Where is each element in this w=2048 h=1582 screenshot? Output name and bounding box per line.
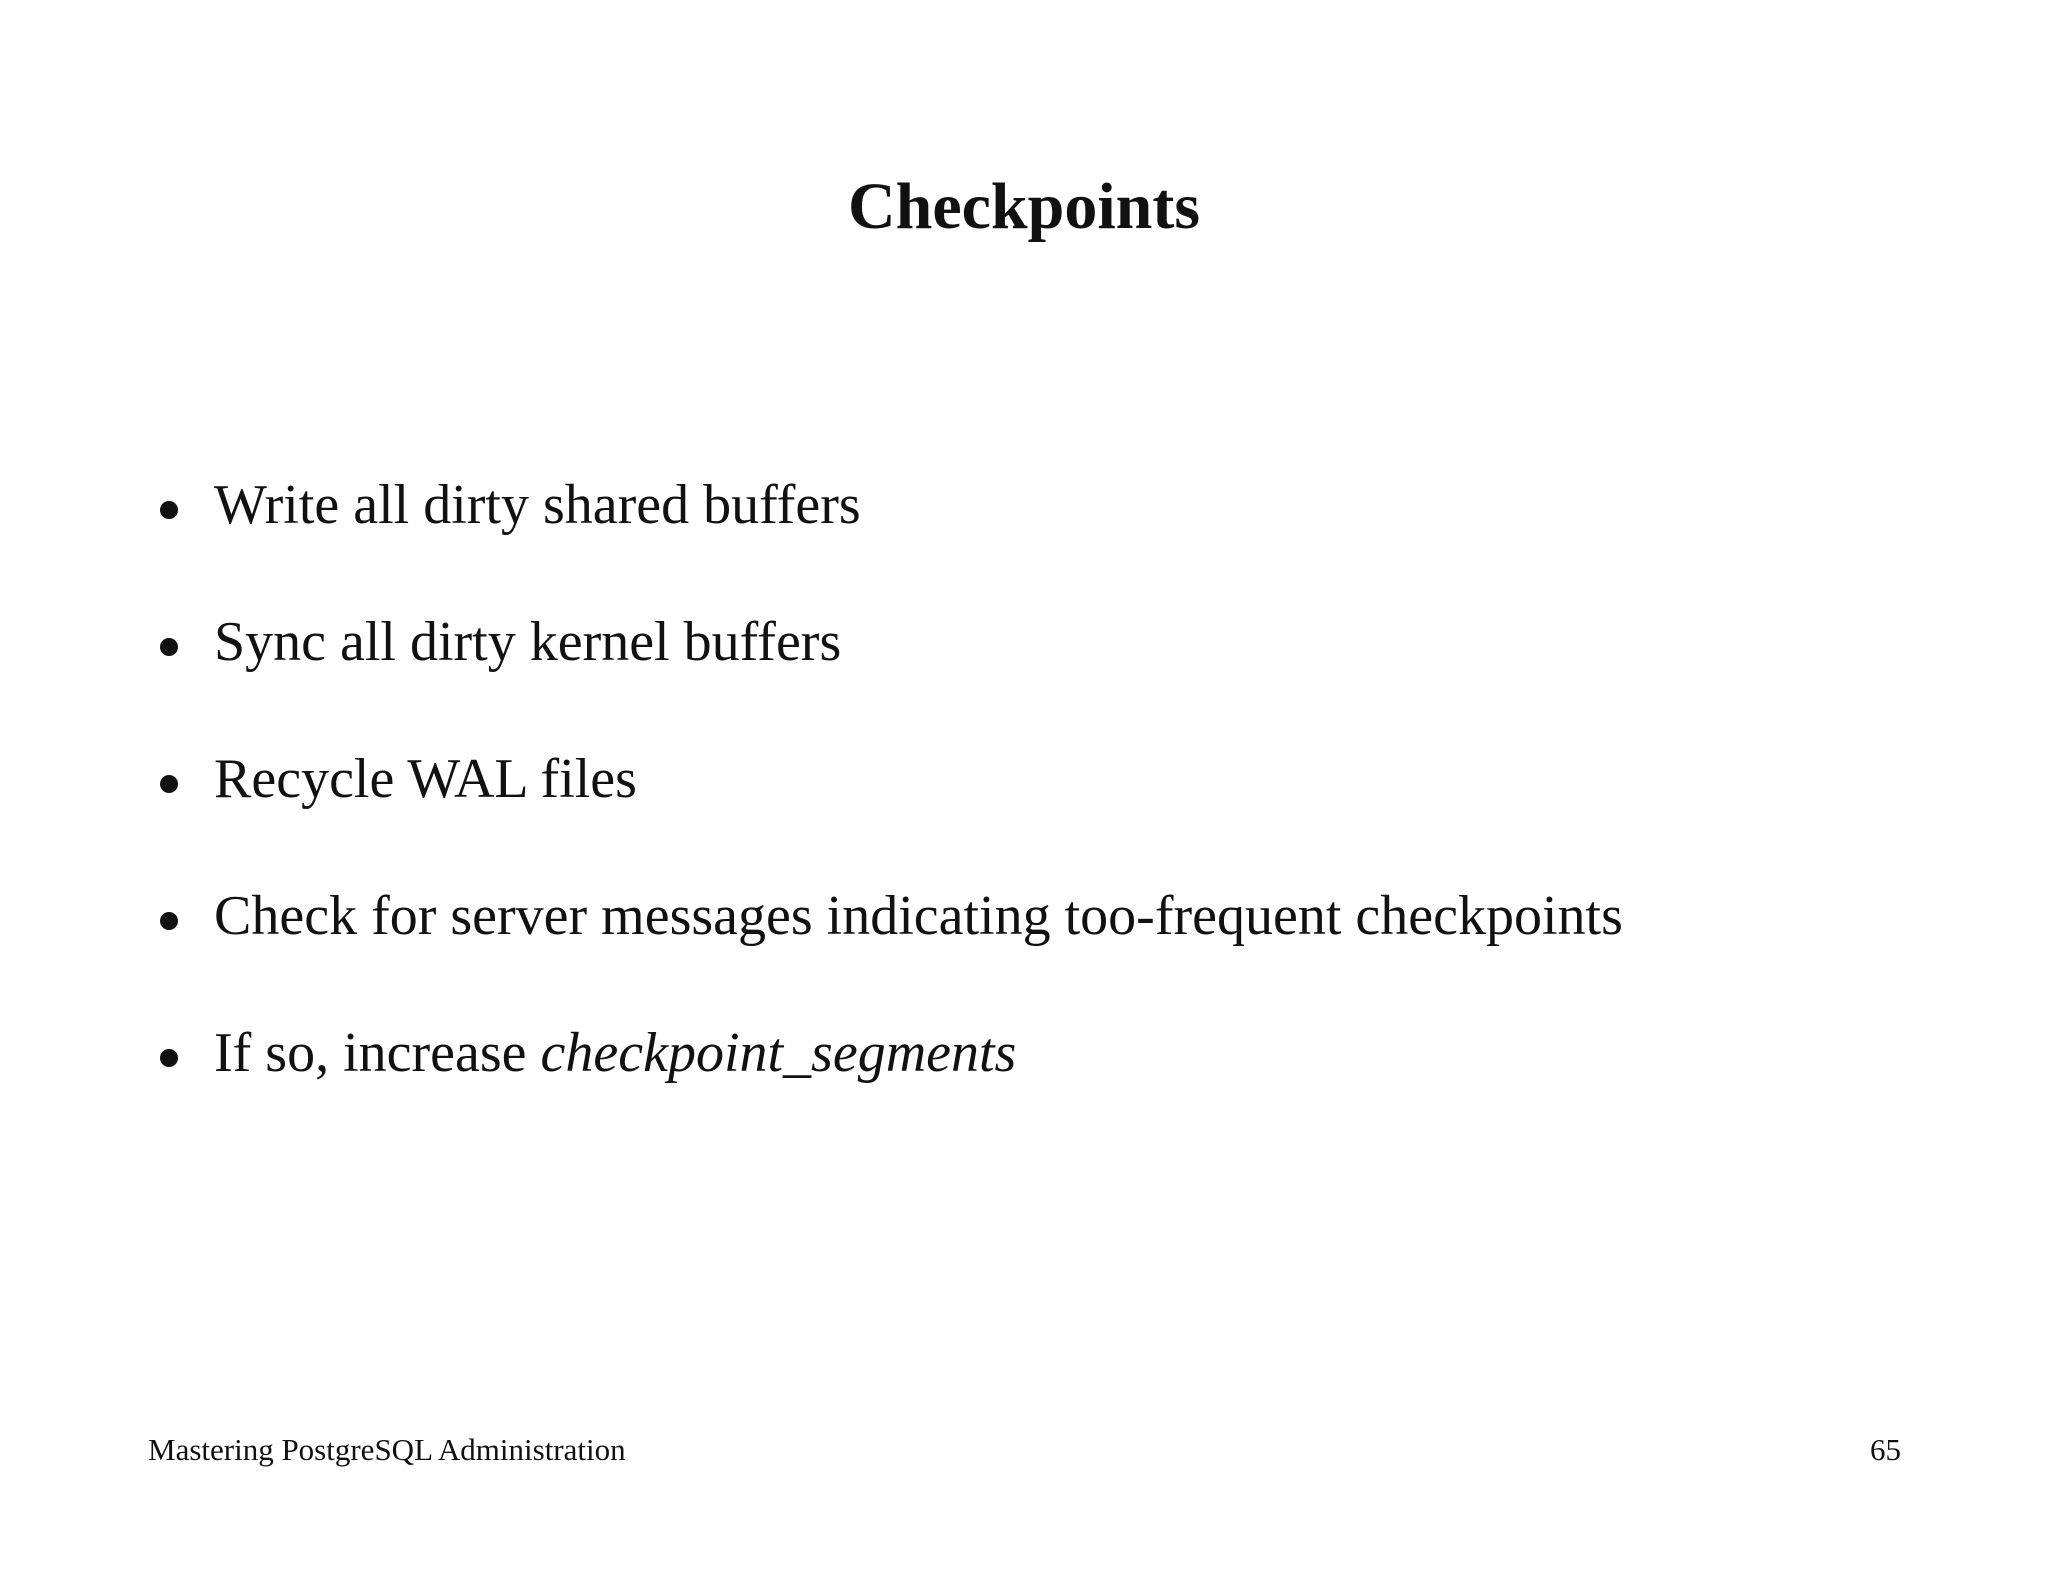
bullet-text: Sync all dirty kernel buffers (214, 611, 842, 673)
bullet-list (160, 472, 1623, 1157)
bullet-text: If so, increase (214, 1022, 541, 1084)
bullet-item (160, 1020, 1623, 1157)
bullet-dot-icon (160, 501, 178, 519)
bullet-item (160, 883, 1623, 1020)
bullet-dot-icon (160, 912, 178, 930)
bullet-text: Check for server messages indicating too-frequent checkpoints (214, 885, 1623, 947)
bullet-dot-icon (160, 638, 178, 656)
bullet-text: Recycle WAL files (214, 748, 637, 810)
bullet-dot-icon (160, 1049, 178, 1067)
bullet-dot-icon (160, 775, 178, 793)
bullet-item (160, 746, 1623, 883)
bullet-text: Write all dirty shared buffers (214, 474, 861, 536)
bullet-item (160, 472, 1623, 609)
slide-title: Checkpoints (847, 170, 1201, 243)
footer-title: Mastering PostgreSQL Administration (148, 1432, 626, 1467)
bullet-item (160, 609, 1623, 746)
page-number: 65 (1870, 1432, 1901, 1467)
setting-name-emphasis: checkpoint_segments (540, 1022, 1017, 1084)
